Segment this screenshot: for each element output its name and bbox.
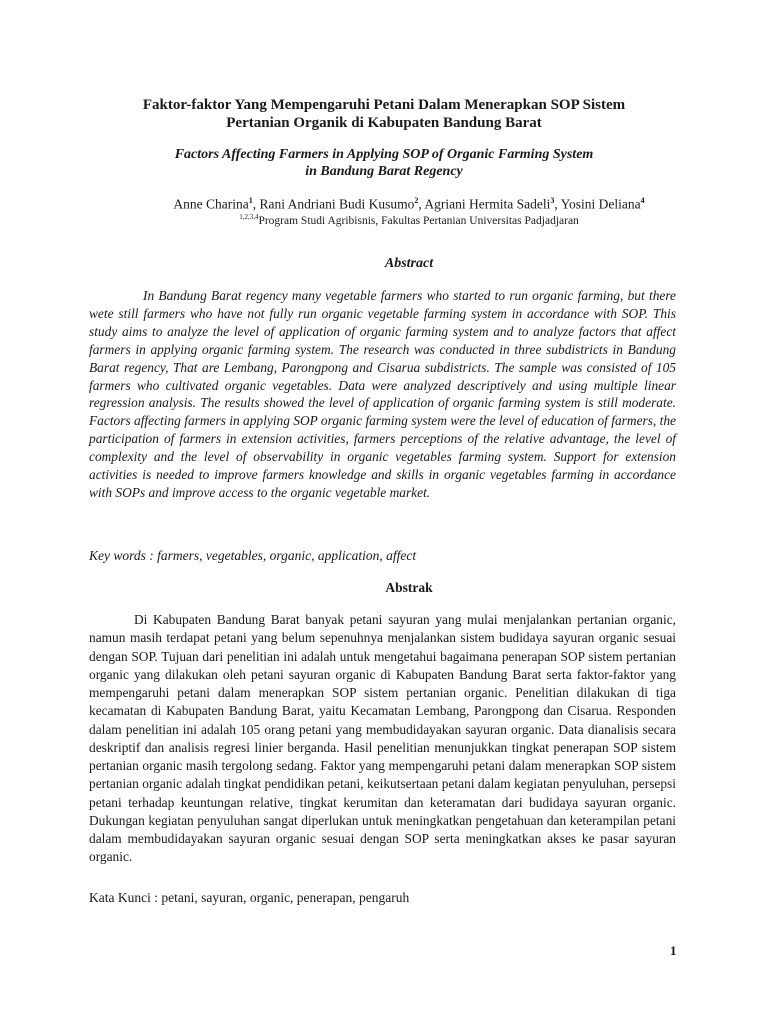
abstract-english-body: In Bandung Barat regency many vegetable farmers who started to run organic farming, but there wete still farmers who have not fully run organic vegetable farming system in accordance with SOP. This study aims to analyze the level of application of organic farming system and to analyze factors that affect farmers in applying organic farming system. The research was conducted in three subdistricts in Bandung Barat regency, That are Lembang, Parongpong and Cisarua subdistricts. The sample was consisted of 105 farmers who cultivated organic vegetables. Data were analyzed descriptively and using multiple linear regression analysis. The results showed the level of application of organic farming system is still moderate. Factors affecting farmers in applying SOP organic farming system were the level of education of farmers, the participation of farmers in extension activities, farmers perceptions of the relative advantage, the level of complexity and the level of observability in organic vegetables farming system. Support for extension activities is needed to improve farmers knowledge and skills in organic vegetables farming in accordance with SOPs and improve access to the organic vegetable market. — [89, 288, 676, 500]
title-english-line-1: Factors Affecting Farmers in Applying SOP of Organic Farming System — [174, 147, 594, 162]
author-name: Yosini Deliana — [560, 196, 641, 212]
author-name: Anne Charina — [173, 196, 249, 212]
abstrak-heading: Abstrak — [385, 580, 433, 595]
keywords-indonesian: Kata Kunci : petani, sayuran, organic, penerapan, pengaruh — [89, 890, 410, 905]
abstract-indonesian-body: Di Kabupaten Bandung Barat banyak petani sayuran yang mulai menjalankan pertanian organic, namun masih terdapat petani yang belum sepenuhnya menjalankan sistem budidaya sayuran organic sesuai dengan SOP. Tujuan dari penelitian ini adalah untuk mengetahui bagaimana penerapan SOP sistem pertanian organic yang dilakukan oleh petani sayuran organic di Kabupaten Bandung Barat serta faktor-faktor yang mempengaruhi petani dalam menerapkan SOP sistem pertanian organic. Penelitian dilakukan di tiga kecamatan di Kabupaten Bandung Barat, yaitu Kecamatan Lembang, Parongpong dan Cisarua. Responden dalam penelitian ini adalah 105 orang petani yang membudidayakan sayuran organic. Data dianalisis secara deskriptif dan analisis regresi linier berganda. Hasil penelitian menunjukkan tingkat penerapan SOP sistem pertanian organic masih tergolong sedang. Faktor yang mempengaruhi petani dalam menerapkan SOP sistem pertanian organic adalah tingkat pendidikan petani, keikutsertaan petani dalam kegiatan penyuluhan, persepsi petani terhadap keuntungan relative, tingkat kerumitan dan keteramatan dari budidaya sayuran organic. Dukungan kegiatan penyuluhan sangat diperlukan untuk meningkatkan pengetahuan dan keterampilan petani dalam membudidayakan sayuran organic sesuai dengan SOP serta meningkatkan akses ke pasar sayuran organic. — [89, 612, 676, 865]
affiliation-text: Program Studi Agribisnis, Fakultas Pertanian Universitas Padjadjaran — [258, 214, 579, 227]
author-name: Rani Andriani Budi Kusumo — [259, 196, 415, 212]
title-indonesian — [0, 96, 768, 132]
title-indonesian-line-1: Faktor-faktor Yang Mempengaruhi Petani Dalam Menerapkan SOP Sistem — [142, 97, 626, 113]
author-name: Agriani Hermita Sadeli — [424, 196, 551, 212]
author-separator: , — [554, 196, 561, 212]
author-affiliation-mark: 1 — [248, 196, 253, 205]
page-number: 1 — [670, 943, 677, 958]
title-indonesian-line-2: Pertanian Organik di Kabupaten Bandung Barat — [226, 115, 542, 131]
author-separator: , — [252, 196, 260, 212]
title-english — [0, 146, 768, 180]
title-english-line-2: in Bandung Barat Regency — [305, 164, 463, 179]
affiliation-mark: 1,2,3,4 — [239, 213, 259, 221]
author-affiliation-mark: 3 — [550, 196, 555, 205]
affiliation — [0, 210, 768, 228]
keywords-english: Key words : farmers, vegetables, organic, application, affect — [89, 548, 417, 563]
author-affiliation-mark: 2 — [414, 196, 419, 205]
abstract-heading: Abstract — [384, 256, 434, 271]
author-affiliation-mark: 4 — [640, 196, 645, 205]
author-separator: , — [418, 196, 425, 212]
